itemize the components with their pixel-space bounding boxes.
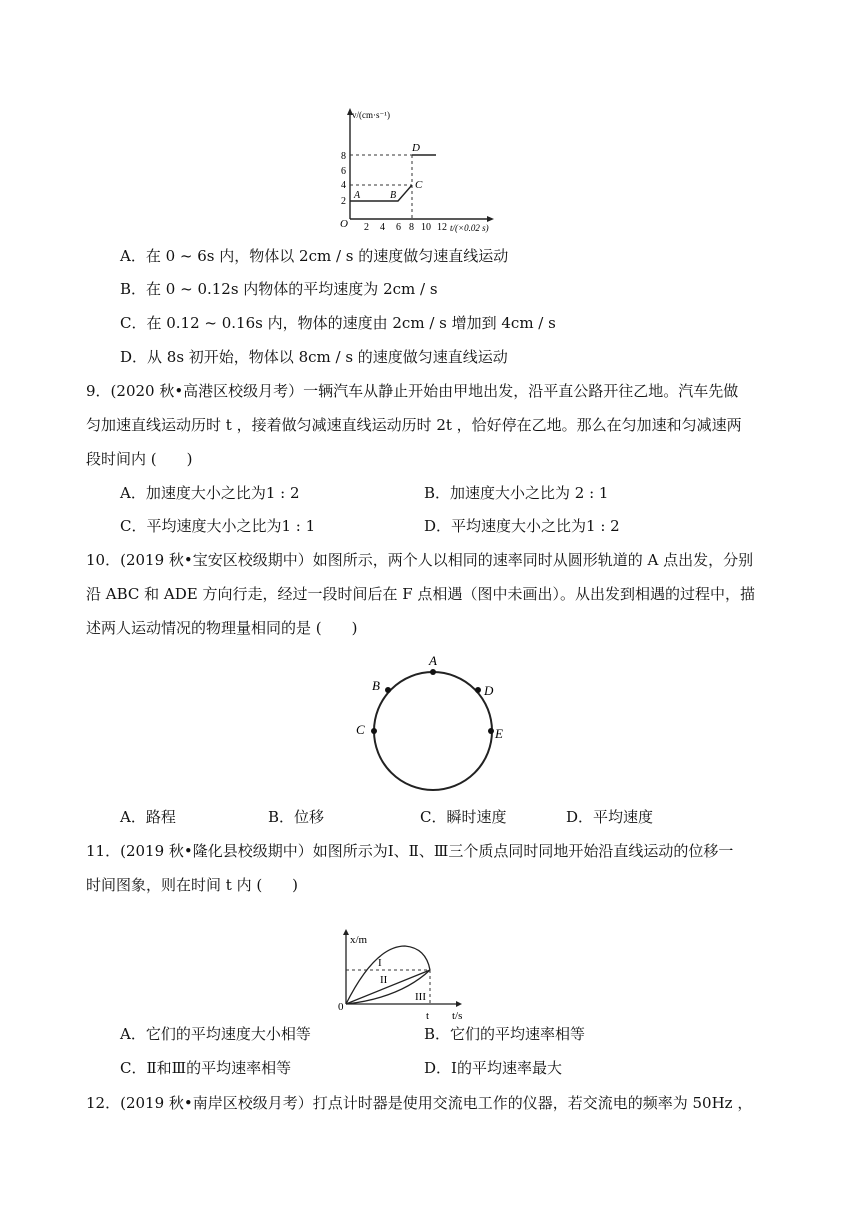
y-tick: 8	[341, 151, 346, 162]
point-label: A	[354, 190, 361, 201]
circle-point-label: D	[484, 683, 494, 698]
curve-label: I	[378, 957, 382, 969]
y-tick: 2	[341, 196, 346, 207]
t-axis-label: t/s	[452, 1010, 463, 1022]
y-tick: 6	[341, 166, 346, 177]
q11-stem-line: 11．(2019 秋•隆化县校级期中）如图所示为Ⅰ、Ⅱ、Ⅲ三个质点同时同地开始沿直线运动的位移一	[86, 842, 734, 860]
q11-option-d: D．Ⅰ的平均速率最大	[424, 1059, 562, 1077]
q9-stem-line: 9．(2020 秋•高港区校级月考）一辆汽车从静止开始由甲地出发，沿平直公路开往乙地。汽车先做	[86, 382, 739, 400]
t-tick-label: t	[426, 1010, 430, 1022]
curve-label: II	[380, 974, 388, 986]
q8-option-b: B．在 0 ~ 0.12s 内物体的平均速度为 2cm / s	[120, 280, 438, 298]
q11-option-a: A．它们的平均速度大小相等	[120, 1025, 311, 1043]
q10-stem-line: 10．(2019 秋•宝安区校级期中）如图所示，两个人以相同的速率同时从圆形轨道的 A 点出发，分别	[86, 551, 754, 569]
point-label: B	[390, 190, 397, 201]
q9-stem-line: 段时间内 ( )	[86, 450, 193, 468]
q10-stem-line: 沿 ABC 和 ADE 方向行走，经过一段时间后在 F 点相遇（图中未画出）。从出发到相遇的过程中，描	[86, 585, 755, 603]
x-tick: 4	[380, 222, 385, 233]
x-tick: 6	[396, 222, 401, 233]
x-axis-label: x/m	[350, 934, 368, 946]
q10-stem-line: 述两人运动情况的物理量相同的是 ( )	[86, 619, 358, 637]
x-tick: 8	[409, 222, 414, 233]
q8-option-d: D．从 8s 初开始，物体以 8cm / s 的速度做匀速直线运动	[120, 348, 508, 366]
q9-option-c: C．平均速度大小之比为1 : 1	[120, 517, 316, 535]
q11-option-c: C．Ⅱ和Ⅲ的平均速率相等	[120, 1059, 292, 1077]
q12-stem-line: 12．(2019 秋•南岸区校级月考）打点计时器是使用交流电工作的仪器，若交流电的频率为 50Hz ，	[86, 1094, 753, 1112]
q9-option-a: A．加速度大小之比为1 : 2	[120, 484, 300, 502]
q8-option-a: A．在 0 ~ 6s 内，物体以 2cm / s 的速度做匀速直线运动	[120, 247, 509, 265]
displacement-time-graph	[330, 926, 480, 1022]
circle-point-label: C	[356, 722, 365, 737]
velocity-time-graph	[330, 104, 510, 234]
point-label: C	[415, 179, 423, 191]
circle-point-label: B	[372, 678, 380, 693]
curve-label: III	[415, 991, 426, 1003]
q10-option-a: A．路程	[120, 808, 176, 826]
x-tick: 12	[437, 222, 447, 233]
t-axis-label: t/(×0.02 s)	[450, 223, 489, 233]
q11-option-b: B．它们的平均速率相等	[424, 1025, 586, 1043]
q10-option-c: C．瞬时速度	[420, 808, 507, 826]
q9-option-d: D．平均速度大小之比为1 : 2	[424, 517, 620, 535]
circle-point-label: A	[429, 653, 437, 668]
y-tick: 4	[341, 180, 346, 191]
q9-option-b: B．加速度大小之比为 2 : 1	[424, 484, 609, 502]
q10-option-b: B．位移	[268, 808, 325, 826]
point-label: D	[412, 142, 420, 154]
x-tick: 10	[421, 222, 431, 233]
v-axis-label: v/(cm·s⁻¹)	[352, 110, 390, 120]
q9-stem-line: 匀加速直线运动历时 t ，接着做匀减速直线运动历时 2t ，恰好停在乙地。那么在匀加速和匀减速两	[86, 416, 742, 434]
origin-label: 0	[338, 1001, 344, 1013]
x-tick: 2	[364, 222, 369, 233]
q11-stem-line: 时间图象，则在时间 t 内 ( )	[86, 876, 299, 894]
q10-option-d: D．平均速度	[566, 808, 654, 826]
q8-option-c: C．在 0.12 ~ 0.16s 内，物体的速度由 2cm / s 增加到 4cm / s	[120, 314, 556, 332]
circle-point-label: E	[495, 726, 503, 741]
origin-label: O	[340, 218, 348, 230]
circular-track-diagram	[350, 650, 520, 795]
